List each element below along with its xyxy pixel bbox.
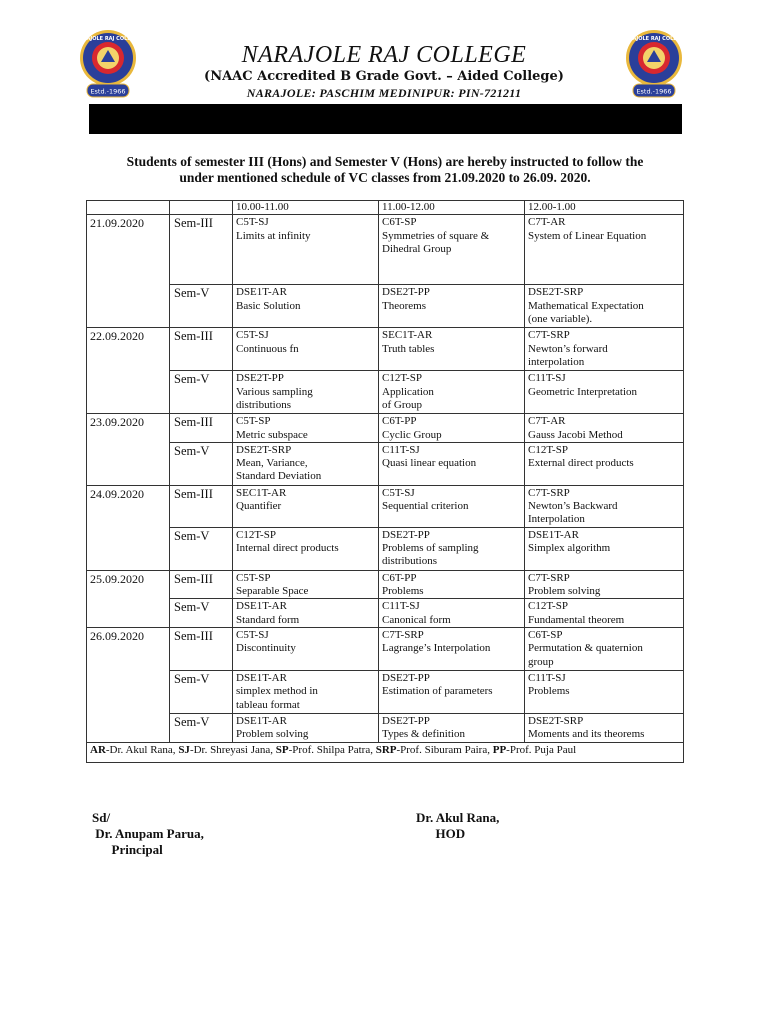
course-topic: Theorems [382, 299, 426, 312]
table-row [87, 215, 684, 285]
slot-cell-3 [525, 628, 684, 671]
schedule-table [86, 200, 684, 763]
course-topic: Canonical form [382, 613, 451, 626]
course-code: C5T-SJ [236, 329, 269, 342]
slot-cell-1 [233, 527, 379, 570]
course-code: DSE1T-AR [236, 600, 287, 613]
notice-text [90, 154, 680, 186]
course-topic: Mathematical Expectation (one variable). [528, 299, 644, 325]
slot-header-2: 11.00-12.00 [379, 201, 525, 215]
course-code: DSE1T-AR [528, 528, 579, 541]
table-row [87, 328, 684, 371]
slot-cell-2 [379, 328, 525, 371]
college-name: NARAJOLE RAJ COLLEGE [241, 42, 527, 68]
slot-cell-1 [233, 599, 379, 628]
table-row [87, 599, 684, 628]
sig-right-line-2: HOD [416, 826, 466, 841]
course-topic: Estimation of parameters [382, 685, 493, 698]
course-topic: Gauss Jacobi Method [528, 428, 623, 441]
slot-cell-2 [379, 628, 525, 671]
table-row [87, 714, 684, 743]
semester-cell: Sem-III [170, 485, 233, 527]
slot-cell-1 [233, 485, 379, 527]
table-row [87, 442, 684, 485]
course-code: C7T-AR [528, 415, 566, 428]
table-row [87, 527, 684, 570]
course-topic: Moments and its theorems [528, 728, 645, 741]
slot-header-1: 10.00-11.00 [233, 201, 379, 215]
course-topic: Newton’s Backward Interpolation [528, 500, 618, 526]
slot-cell-1 [233, 285, 379, 328]
faculty-code: SJ [178, 743, 190, 756]
course-topic: Quasi linear equation [382, 457, 477, 470]
course-topic: Problems [528, 685, 570, 698]
slot-cell-3 [525, 371, 684, 414]
course-code: DSE1T-AR [236, 672, 287, 685]
slot-cell-3 [525, 328, 684, 371]
header-empty-sem [170, 201, 233, 215]
course-topic: Fundamental theorem [528, 613, 625, 626]
hod-signature [416, 810, 499, 842]
course-topic: Types & definition [382, 728, 465, 741]
schedule-body [87, 201, 684, 763]
course-code: C7T-SRP [528, 571, 570, 584]
table-row [87, 671, 684, 714]
slot-cell-3 [525, 442, 684, 485]
course-topic: Problems [382, 585, 424, 598]
semester-cell: Sem-V [170, 442, 233, 485]
slot-cell-1 [233, 215, 379, 285]
course-code: SEC1T-AR [236, 486, 287, 499]
course-topic: Problem solving [236, 728, 309, 741]
slot-cell-3 [525, 570, 684, 599]
slot-cell-2 [379, 442, 525, 485]
legend-row [87, 742, 684, 762]
slot-cell-2 [379, 570, 525, 599]
semester-cell: Sem-III [170, 215, 233, 285]
date-cell: 21.09.2020 [87, 215, 170, 328]
logo-right-lettering: NARAJOLE RAJ COLLEGE [620, 36, 688, 42]
principal-signature [92, 810, 204, 858]
semester-cell: Sem-III [170, 628, 233, 671]
course-topic: Quantifier [236, 500, 282, 513]
course-topic: Application of Group [382, 385, 434, 411]
course-code: C6T-SP [382, 216, 417, 229]
table-row [87, 485, 684, 527]
course-topic: Various sampling distributions [236, 385, 313, 411]
slot-cell-1 [233, 628, 379, 671]
notice-line-1: Students of semester III (Hons) and Semester V (Hons) are hereby instructed to follow the [126, 154, 644, 169]
slot-cell-2 [379, 527, 525, 570]
slot-cell-2 [379, 371, 525, 414]
sig-left-line-3: Principal [92, 842, 163, 857]
course-topic: Discontinuity [236, 642, 296, 655]
faculty-name: -Dr. Shreyasi Jana, [189, 743, 276, 756]
semester-cell: Sem-V [170, 671, 233, 714]
course-code: DSE2T-SRP [236, 443, 292, 456]
course-code: C6T-SP [528, 629, 563, 642]
course-code: DSE2T-SRP [528, 286, 584, 299]
course-code: DSE2T-PP [236, 372, 284, 385]
course-code: C11T-SJ [382, 600, 420, 613]
course-code: DSE2T-PP [382, 528, 430, 541]
course-topic: Continuous fn [236, 342, 299, 355]
course-code: C7T-SRP [528, 329, 570, 342]
logo-left-estd: Estd.-1966 [90, 87, 126, 96]
faculty-name: -Prof. Shilpa Patra, [288, 743, 376, 756]
date-cell: 26.09.2020 [87, 628, 170, 743]
header-empty-date [87, 201, 170, 215]
course-code: C5T-SJ [236, 216, 269, 229]
course-topic: Cyclic Group [382, 428, 442, 441]
faculty-code: AR [90, 743, 106, 756]
faculty-code: PP [492, 743, 507, 756]
course-topic: Simplex algorithm [528, 542, 611, 555]
slot-cell-3 [525, 671, 684, 714]
semester-cell: Sem-V [170, 527, 233, 570]
faculty-name: -Prof. Puja Paul [506, 743, 577, 756]
slot-cell-1 [233, 414, 379, 443]
course-topic: Internal direct products [236, 542, 339, 555]
course-topic: Problem solving [528, 585, 601, 598]
course-topic: Problems of sampling distributions [382, 542, 479, 568]
logo-left-lettering: NARAJOLE RAJ COLLEGE [74, 36, 142, 42]
course-topic: Newton’s forward interpolation [528, 342, 608, 368]
slot-cell-3 [525, 414, 684, 443]
semester-cell: Sem-V [170, 714, 233, 743]
course-topic: Geometric Interpretation [528, 385, 638, 398]
slot-cell-3 [525, 527, 684, 570]
course-code: C12T-SP [382, 372, 422, 385]
table-row [87, 570, 684, 599]
slot-cell-2 [379, 485, 525, 527]
accreditation-line: (NAAC Accredited B Grade Govt. – Aided College) [204, 69, 564, 84]
course-code: DSE2T-SRP [528, 715, 584, 728]
course-code: DSE2T-PP [382, 715, 430, 728]
semester-cell: Sem-III [170, 414, 233, 443]
course-topic: Basic Solution [236, 299, 301, 312]
course-code: DSE1T-AR [236, 286, 287, 299]
course-code: DSE2T-PP [382, 672, 430, 685]
logo-right-estd: Estd.-1966 [636, 87, 672, 96]
slot-cell-2 [379, 714, 525, 743]
course-code: SEC1T-AR [382, 329, 433, 342]
course-code: C5T-SP [236, 415, 271, 428]
course-topic: System of Linear Equation [528, 229, 647, 242]
faculty-name: -Dr. Akul Rana, [105, 743, 179, 756]
table-row [87, 414, 684, 443]
semester-cell: Sem-V [170, 371, 233, 414]
course-code: C7T-SRP [528, 486, 570, 499]
course-topic: Sequential criterion [382, 500, 469, 513]
slot-cell-1 [233, 570, 379, 599]
slot-cell-3 [525, 285, 684, 328]
table-row [87, 371, 684, 414]
notice-line-2: under mentioned schedule of VC classes from 21.09.2020 to 26.09. 2020. [179, 170, 591, 185]
course-topic: External direct products [528, 457, 634, 470]
course-code: C5T-SJ [236, 629, 269, 642]
sig-right-line-1: Dr. Akul Rana, [416, 810, 500, 825]
slot-cell-2 [379, 414, 525, 443]
course-code: C11T-SJ [528, 372, 566, 385]
semester-cell: Sem-V [170, 599, 233, 628]
course-code: DSE2T-PP [382, 286, 430, 299]
course-code: C12T-SP [528, 443, 568, 456]
date-cell: 24.09.2020 [87, 485, 170, 570]
course-code: C6T-PP [382, 571, 417, 584]
course-code: C11T-SJ [382, 443, 420, 456]
course-topic: Lagrange’s Interpolation [382, 642, 491, 655]
course-code: C12T-SP [528, 600, 568, 613]
slot-cell-2 [379, 215, 525, 285]
slot-cell-1 [233, 371, 379, 414]
table-row [87, 285, 684, 328]
date-cell: 25.09.2020 [87, 570, 170, 627]
course-topic: Truth tables [382, 342, 435, 355]
table-row [87, 628, 684, 671]
header-black-bar [89, 104, 682, 134]
semester-cell: Sem-III [170, 570, 233, 599]
slot-header-3: 12.00-1.00 [525, 201, 684, 215]
slot-cell-1 [233, 442, 379, 485]
course-topic: Separable Space [236, 585, 309, 598]
faculty-legend [87, 742, 684, 762]
course-code: C11T-SJ [528, 672, 566, 685]
slot-cell-3 [525, 215, 684, 285]
slot-cell-2 [379, 671, 525, 714]
course-code: C6T-PP [382, 415, 417, 428]
semester-cell: Sem-III [170, 328, 233, 371]
sig-left-line-1: Sd/ [92, 810, 111, 825]
slot-cell-2 [379, 599, 525, 628]
faculty-name: -Prof. Siburam Paira, [396, 743, 493, 756]
sig-left-line-2: Dr. Anupam Parua, [92, 826, 204, 841]
faculty-code: SRP [375, 743, 397, 756]
course-code: C5T-SJ [382, 486, 415, 499]
date-cell: 22.09.2020 [87, 328, 170, 414]
course-topic: Limits at infinity [236, 229, 311, 242]
date-cell: 23.09.2020 [87, 414, 170, 486]
slot-cell-3 [525, 599, 684, 628]
course-topic: Permutation & quaternion group [528, 642, 643, 668]
course-topic: Mean, Variance, Standard Deviation [236, 457, 322, 483]
faculty-code: SP [275, 743, 289, 756]
college-address: NARAJOLE: PASCHIM MEDINIPUR: PIN-721211 [246, 86, 522, 100]
course-code: C12T-SP [236, 528, 276, 541]
slot-cell-3 [525, 485, 684, 527]
slot-cell-3 [525, 714, 684, 743]
course-code: C5T-SP [236, 571, 271, 584]
table-header-row [87, 201, 684, 215]
slot-cell-1 [233, 328, 379, 371]
course-topic: Standard form [236, 613, 300, 626]
course-code: C7T-AR [528, 216, 566, 229]
slot-cell-1 [233, 714, 379, 743]
semester-cell: Sem-V [170, 285, 233, 328]
course-topic: simplex method in tableau format [236, 685, 318, 711]
course-code: C7T-SRP [382, 629, 424, 642]
course-code: DSE1T-AR [236, 715, 287, 728]
slot-cell-2 [379, 285, 525, 328]
slot-cell-1 [233, 671, 379, 714]
course-topic: Metric subspace [236, 428, 308, 441]
course-topic: Symmetries of square & Dihedral Group [382, 229, 490, 255]
